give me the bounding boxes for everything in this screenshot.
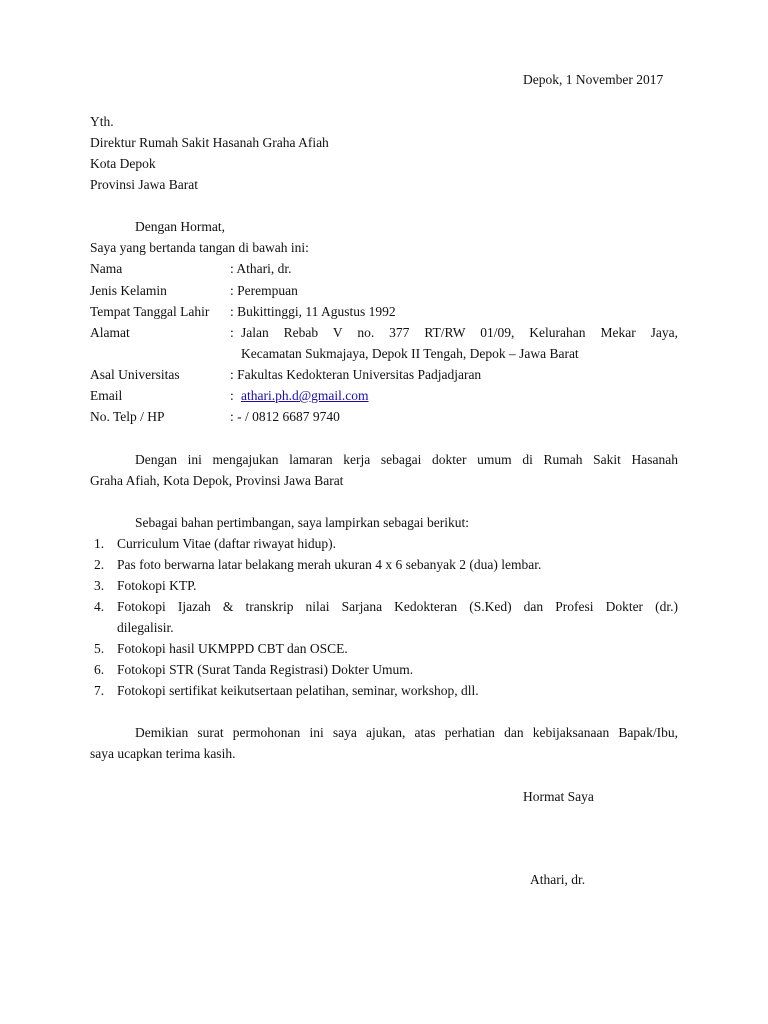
field-value-alamat-line1: Jalan Rebab V no. 377 RT/RW 01/09, Kelurahan Mekar Jaya, [241, 325, 678, 340]
email-link[interactable]: athari.ph.d@gmail.com [241, 388, 369, 403]
field-value-alamat-line2: Kecamatan Sukmajaya, Depok II Tengah, Depok – Jawa Barat [241, 346, 579, 361]
field-label-telp: No. Telp / HP [90, 409, 165, 424]
paragraph1-line2: Graha Afiah, Kota Depok, Provinsi Jawa Barat [90, 473, 344, 488]
signature-name: Athari, dr. [530, 872, 586, 887]
signoff: Hormat Saya [523, 789, 594, 804]
closing-line2: saya ucapkan terima kasih. [90, 746, 236, 761]
field-value-universitas: : Fakultas Kedokteran Universitas Padjadjaran [230, 367, 482, 382]
paragraph2: Sebagai bahan pertimbangan, saya lampirkan sebagai berikut: [135, 515, 470, 530]
attachment-number: 3. [94, 578, 105, 593]
field-label-nama: Nama [90, 261, 123, 276]
attachment-item: Curriculum Vitae (daftar riwayat hidup). [117, 536, 336, 551]
paragraph1-line1: Dengan ini mengajukan lamaran kerja sebagai dokter umum di Rumah Sakit Hasanah [135, 452, 678, 467]
attachment-item: Pas foto berwarna latar belakang merah ukuran 4 x 6 sebanyak 2 (dua) lembar. [117, 557, 542, 572]
field-value-nama: : Athari, dr. [230, 261, 292, 276]
recipient-line1: Direktur Rumah Sakit Hasanah Graha Afiah [90, 135, 329, 150]
attachment-number: 6. [94, 662, 105, 677]
attachment-item: Fotokopi KTP. [117, 578, 197, 593]
field-value-telp: : - / 0812 6687 9740 [230, 409, 340, 424]
field-colon-email: : [230, 388, 234, 403]
field-label-ttl: Tempat Tanggal Lahir [90, 304, 210, 319]
closing-line1: Demikian surat permohonan ini saya ajukan, atas perhatian dan kebijaksanaan Bapak/Ibu, [135, 725, 678, 740]
attachment-number: 4. [94, 599, 105, 614]
field-value-jenis-kelamin: : Perempuan [230, 283, 298, 298]
field-value-ttl: : Bukittinggi, 11 Agustus 1992 [230, 304, 396, 319]
attachment-item: Fotokopi Ijazah & transkrip nilai Sarjana Kedokteran (S.Ked) dan Profesi Dokter (dr.) [117, 599, 678, 614]
field-label-universitas: Asal Universitas [90, 367, 180, 382]
attachment-number: 5. [94, 641, 105, 656]
place-date: Depok, 1 November 2017 [523, 72, 664, 87]
field-label-email: Email [90, 388, 123, 403]
attachment-item-continuation: dilegalisir. [117, 620, 174, 635]
recipient-salutation: Yth. [90, 114, 114, 129]
recipient-line2: Kota Depok [90, 156, 156, 171]
field-label-jenis-kelamin: Jenis Kelamin [90, 283, 167, 298]
attachment-item: Fotokopi hasil UKMPPD CBT dan OSCE. [117, 641, 348, 656]
attachment-number: 1. [94, 536, 105, 551]
attachment-item: Fotokopi STR (Surat Tanda Registrasi) Dokter Umum. [117, 662, 414, 677]
field-label-alamat: Alamat [90, 325, 130, 340]
greeting: Dengan Hormat, [135, 219, 225, 234]
attachment-number: 7. [94, 683, 105, 698]
recipient-line3: Provinsi Jawa Barat [90, 177, 198, 192]
intro-line: Saya yang bertanda tangan di bawah ini: [90, 240, 309, 255]
attachment-number: 2. [94, 557, 105, 572]
attachment-item: Fotokopi sertifikat keikutsertaan pelatihan, seminar, workshop, dll. [117, 683, 479, 698]
field-colon-alamat: : [230, 325, 234, 340]
